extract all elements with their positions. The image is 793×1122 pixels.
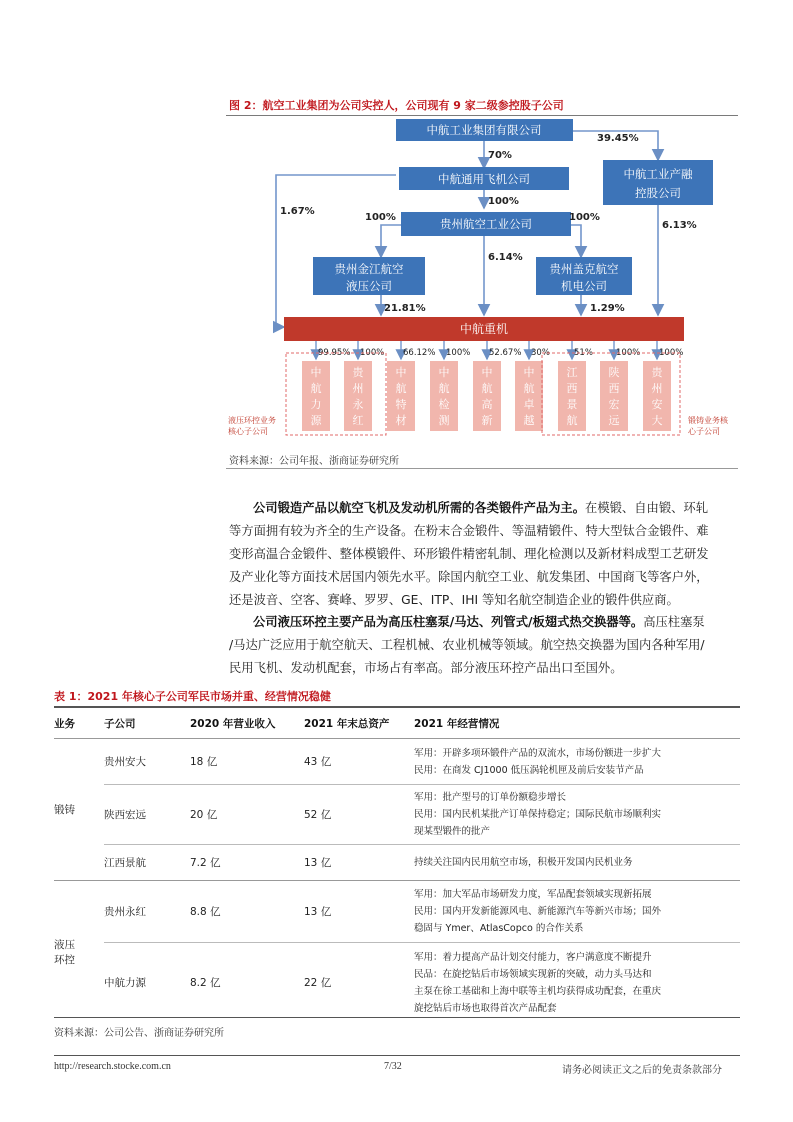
subsidiary-name-char: 安 [651, 398, 663, 411]
subsidiary-pct: 52.67% [489, 348, 522, 358]
subsidiary-name-char: 中 [395, 366, 407, 379]
node-gaike-label-2: 机电公司 [561, 279, 607, 293]
subsidiary-name-char: 卓 [523, 398, 535, 411]
edge-label-gaike-heavy: 1.29% [590, 303, 625, 314]
subsidiary-name-char: 贵 [651, 366, 663, 379]
subsidiary-name-char: 新 [481, 414, 493, 427]
subsidiary-table [54, 706, 740, 1023]
subsidiary-pct: 100% [360, 348, 385, 358]
edge-label-jinjiang-heavy: 21.81% [384, 303, 426, 314]
group-label-hydraulic-2: 核心子公司 [228, 427, 268, 436]
th-subsidiary: 子公司 [104, 707, 190, 739]
table-row: 陕西宏远 20 亿 52 亿 军用：批产型号的订单份额稳步增长 民用：国内民机某批产订单保持稳定；国际民航市场顺利实 现某型锻件的批产 [54, 785, 740, 845]
table-bottom-rule [54, 1017, 740, 1018]
subsidiary-name-char: 远 [608, 414, 620, 427]
subsidiary-name-char: 西 [608, 382, 620, 395]
subsidiary-name-char: 材 [395, 414, 407, 427]
subsidiary-name-char: 中 [310, 366, 322, 379]
subsidiary-name-char: 中 [481, 366, 493, 379]
table-header-row [54, 707, 740, 739]
subsidiary-name-char: 中 [523, 366, 535, 379]
table-title: 表 1：2021 年核心子公司军民市场并重、经营情况稳健 [54, 690, 331, 703]
subsidiary-name-char: 州 [352, 382, 364, 395]
edge-label-general-guizhou: 100% [488, 196, 519, 207]
subsidiary-name-char: 永 [352, 398, 364, 411]
footer-url[interactable]: http://research.stocke.com.cn [54, 1061, 171, 1072]
edge-label-group-heavy: 1.67% [280, 206, 315, 217]
subsidiary-name-char: 高 [481, 398, 493, 411]
subsidiary-name-char: 中 [438, 366, 450, 379]
subsidiary-name-char: 州 [651, 382, 663, 395]
subsidiary-pct: 100% [446, 348, 471, 358]
subsidiary-pct: 100% [616, 348, 641, 358]
node-avic-heavy-label: 中航重机 [459, 322, 509, 336]
subsidiary-name-char: 贵 [352, 366, 364, 379]
node-jinjiang-label-1: 贵州金江航空 [334, 262, 404, 276]
node-gaike-label-1: 贵州盖克航空 [549, 262, 619, 276]
table-source: 资料来源：公司公告、浙商证券研究所 [54, 1028, 224, 1039]
figure-bottom-rule [226, 468, 738, 469]
edge-guizhou-to-jinjiang [381, 225, 401, 257]
node-avic-finance-label-1: 中航工业产融 [623, 167, 693, 181]
node-avic-general-label: 中航通用飞机公司 [438, 172, 530, 186]
subsidiary-name-char: 江 [566, 366, 578, 379]
footer-disclaimer: 请务必阅读正文之后的免责条款部分 [562, 1065, 722, 1076]
edge-label-guizhou-gaike: 100% [569, 212, 600, 223]
edge-label-guizhou-heavy: 6.14% [488, 252, 523, 263]
cell-business-forging: 锻铸 [54, 739, 104, 881]
subsidiary-name-char: 越 [523, 414, 535, 427]
edge-label-group-general: 70% [488, 150, 512, 161]
table-row: 中航力源 8.2 亿 22 亿 军用：着力提高产品计划交付能力，客户满意度不断提升 民品：在旋挖钻后市场领域实现新的突破，动力头马达和 主泵在徐工基础和上海中联等主机均获得成功配套，在重庆 旋挖钻后市场也取得首次产品配套 [104, 951, 662, 1014]
group-label-forging-1: 锻铸业务核 [688, 416, 728, 425]
node-jinjiang-label-2: 液压公司 [346, 279, 392, 293]
subsidiary-name-char: 源 [310, 414, 322, 427]
node-avic-group-label: 中航工业集团有限公司 [426, 123, 542, 137]
subsidiary-name-char: 红 [352, 414, 364, 427]
node-avic-finance-label-2: 控股公司 [635, 186, 681, 200]
paragraph-forging-lead: 公司锻造产品以航空飞机及发动机所需的各类锻件产品为主。 [253, 501, 586, 515]
edge-group-to-heavy [276, 175, 396, 327]
figure-source: 资料来源：公司年报、浙商证券研究所 [229, 456, 399, 467]
subsidiary-name-char: 航 [438, 382, 450, 395]
group-label-forging-2: 心子公司 [688, 427, 720, 436]
edge-label-finance-heavy: 6.13% [662, 220, 697, 231]
table-row: 液压 环控 贵州永红 8.8 亿 13 亿 军用：加大军品市场研发力度，军品配套领域实现新拓展 民用：国内开发新能源风电、新能源汽车等新兴市场；国外 稳固与 Ymer、AtlasCopco 的合作关系 [54, 881, 740, 943]
subsidiary-name-char: 力 [310, 398, 322, 411]
footer-page-number: 7/32 [384, 1061, 402, 1072]
table-row: 锻铸 贵州安大 18 亿 43 亿 军用：开辟多项环锻件产品的双流水，市场份额进一步扩大 民用：在商发 CJ1000 低压涡轮机匣及前后安装节产品 [54, 739, 740, 785]
cell-business-hydraulic: 液压 环控 [54, 938, 75, 966]
subsidiary-name-char: 特 [395, 398, 407, 411]
subsidiary-name-char: 航 [566, 414, 578, 427]
th-operations: 2021 年经营情况 [414, 707, 740, 739]
subsidiary-pct: 51% [574, 348, 593, 358]
group-label-hydraulic-1: 液压环控业务 [228, 416, 276, 425]
table-row: 江西景航 7.2 亿 13 亿 持续关注国内民用航空市场，积极开发国内民机业务 [54, 845, 740, 881]
edge-label-guizhou-jinjiang: 100% [365, 212, 396, 223]
subsidiary-name-char: 航 [310, 382, 322, 395]
edge-label-group-finance: 39.45% [597, 133, 639, 144]
th-assets: 2021 年末总资产 [304, 707, 414, 739]
ownership-diagram [226, 115, 738, 447]
subsidiary-pct: 66.12% [403, 348, 436, 358]
edge-guizhou-to-gaike [571, 225, 581, 257]
node-guizhou-aviation-label: 贵州航空工业公司 [440, 217, 532, 231]
subsidiary-name-char: 航 [481, 382, 493, 395]
subsidiary-pct: 100% [659, 348, 684, 358]
figure-title: 图 2：航空工业集团为公司实控人，公司现有 9 家二级参控股子公司 [229, 99, 564, 112]
footer-rule [54, 1055, 740, 1056]
subsidiary-pct: 99.95% [318, 348, 351, 358]
subsidiary-name-char: 检 [438, 398, 450, 411]
subsidiary-name-char: 航 [395, 382, 407, 395]
paragraph-hydraulic: 公司液压环控主要产品为高压柱塞泵/马达、列管式/板翅式热交换器等。高压柱塞泵 /马达广泛应用于航空航天、工程机械、农业机械等领域。航空热交换器为国内各种军用/ 民用飞机、发动机配套，市场占有率高。部分液压环控产品出口至国外。 [229, 615, 705, 675]
paragraph-hydraulic-lead: 公司液压环控主要产品为高压柱塞泵/马达、列管式/板翅式热交换器等。 [253, 615, 644, 629]
paragraph-forging: 公司锻造产品以航空飞机及发动机所需的各类锻件产品为主。在模锻、自由锻、环轧 等方面拥有较为齐全的生产设备。在粉末合金锻件、等温精锻件、特大型钛合金锻件、难 变形高温合金锻件、整体模锻件、环形锻件精密轧制、理化检测以及新材料成型工艺研发 及产业化等方面技术居国内领先水平。除国内航空工业、航发集团、中国商飞等客户外， 还是波音、空客、赛峰、罗罗、GE、ITP、IHI 等知名航空制造企业的锻件供应商。 [229, 501, 709, 607]
subsidiary-name-char: 测 [438, 414, 450, 427]
subsidiary-pct: 30% [531, 348, 550, 358]
subsidiary-name-char: 西 [566, 382, 578, 395]
th-business: 业务 [54, 707, 104, 739]
th-revenue: 2020 年营业收入 [190, 707, 304, 739]
subsidiary-name-char: 陕 [608, 366, 620, 379]
subsidiary-name-char: 景 [566, 398, 578, 411]
subsidiary-name-char: 宏 [608, 398, 620, 411]
subsidiary-name-char: 航 [523, 382, 535, 395]
subsidiary-name-char: 大 [651, 414, 663, 427]
